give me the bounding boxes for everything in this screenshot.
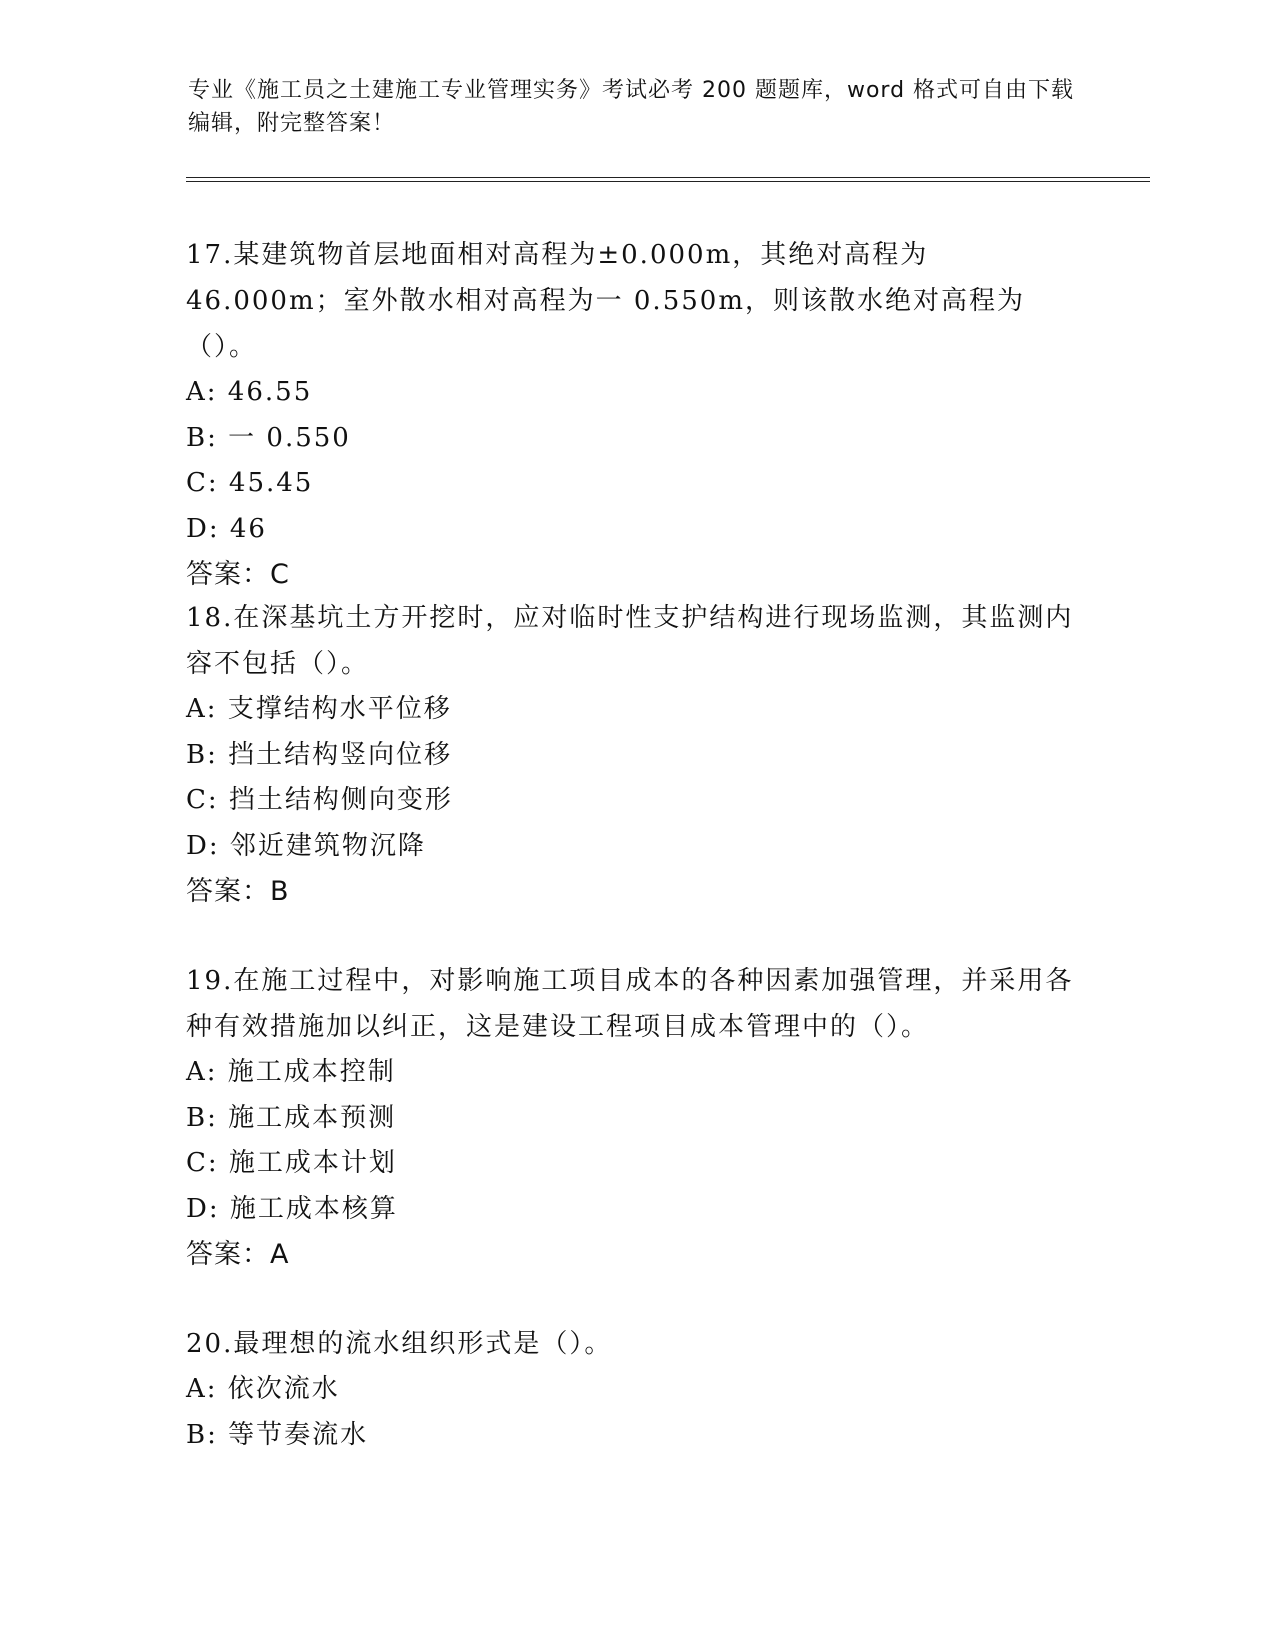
question-18 [186,595,1086,915]
question-19 [186,958,1086,1278]
option-a: A: 46.55 [186,377,313,407]
header-divider-line-secondary [186,181,1150,182]
question-stem: 19.在施工过程中，对影响施工项目成本的各种因素加强管理，并采用各种有效措施加以纠正，这是建设工程项目成本管理中的（）。 [186,966,1074,1042]
answer-line: 答案：B [186,876,290,907]
option-a: A: 支撑结构水平位移 [186,694,452,724]
question-20 [186,1321,1086,1458]
document-header: 专业《施工员之土建施工专业管理实务》考试必考 200 题题库，word 格式可自由下载编辑，附完整答案！ [188,78,1075,136]
answer-line: 答案：C [186,559,290,590]
option-d: D: 邻近建筑物沉降 [186,830,426,861]
option-a: A: 依次流水 [186,1374,340,1404]
option-c: C: 施工成本计划 [186,1148,397,1178]
option-b: B: 挡土结构竖向位移 [186,739,453,770]
option-d: D: 46 [186,513,267,544]
option-c: C: 挡土结构侧向变形 [186,785,453,815]
option-b: B: 一 0.550 [186,422,351,453]
option-d: D: 施工成本核算 [186,1193,398,1224]
question-stem: 17.某建筑物首层地面相对高程为±0.000m，其绝对高程为 46.000m；室外散水相对高程为一 0.550m，则该散水绝对高程为（）。 [186,240,1025,362]
question-17 [186,232,1086,598]
option-c: C: 45.45 [186,468,314,498]
answer-line: 答案：A [186,1239,290,1270]
question-stem: 18.在深基坑土方开挖时，应对临时性支护结构进行现场监测，其监测内容不包括（）。 [186,603,1074,679]
option-b: B: 等节奏流水 [186,1419,369,1450]
option-b: B: 施工成本预测 [186,1102,397,1133]
option-a: A: 施工成本控制 [186,1057,396,1087]
header-divider-line [186,177,1150,178]
question-stem: 20.最理想的流水组织形式是（）。 [186,1329,613,1359]
